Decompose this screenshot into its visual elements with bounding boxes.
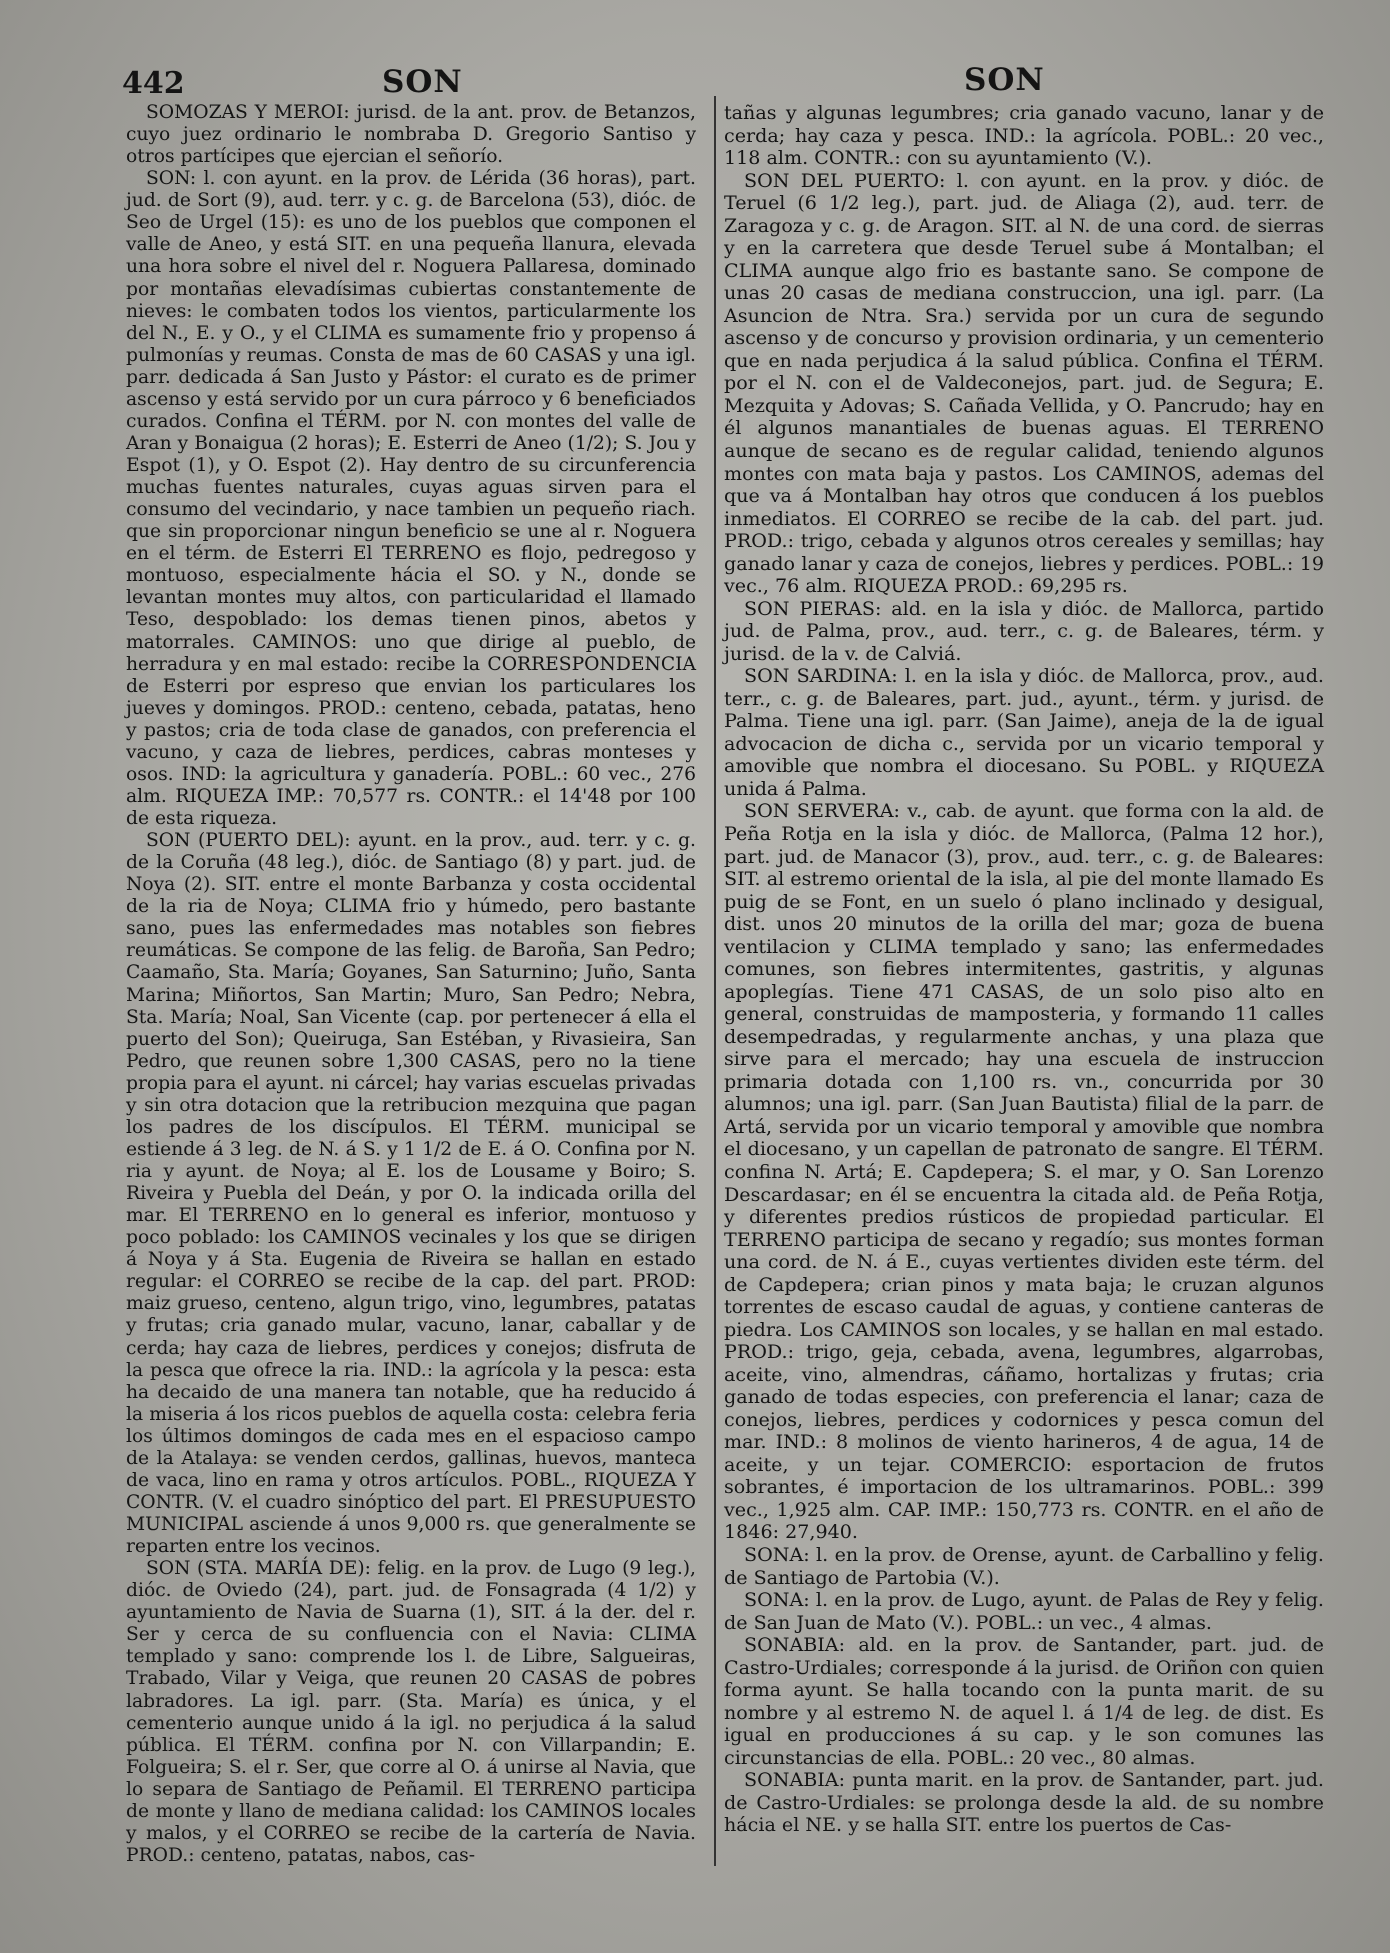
column-divider xyxy=(714,96,716,1866)
entry-text: (STA. MARÍA DE): felig. en la prov. de Lugo (9 leg.), dióc. de Oviedo (24), part. jud. de Fonsagrada (4 1/2) y ayuntamiento de Navia de Suarna (1), SIT. á la der. del r. Ser y cerca de su confluencia con el Navia: CLIMA templado y sano: comprende los l. de Libre, Salgueiras, Trabado, Vilar y Veiga, que reunen 20 CASAS de pobres labradores. La igl. parr. (Sta. María) es única, y el cementerio aunque unido á la igl. no perjudica á la salud pública. El TÉRM. confina por N. con Villarpandin; E. Folgueira; S. el r. Ser, que corre al O. á unirse al Navia, que lo separa de Santiago de Peñamil. El TERRENO participa de monte y llano de mediana calidad: los CAMINOS locales y malos, y el CORREO se recibe de la cartería de Navia. PROD.: centeno, patatas, nabos, cas- xyxy=(126,1558,696,1866)
dictionary-entry xyxy=(724,1544,1324,1589)
dictionary-entry xyxy=(724,665,1324,800)
dictionary-entry xyxy=(126,102,696,168)
entry-headword: SON DEL PUERTO xyxy=(744,168,939,192)
dictionary-entry xyxy=(724,102,1324,170)
left-column xyxy=(126,102,696,1867)
entry-text: : ald. en la prov. de Santander, part. jud. de Castro-Urdiales; corresponde á la jurisd. de Oriñon con quien forma ayunt. Se halla tocando con la punta marit. de su nombre y al estremo N. de aquel l. á 1/4 de leg. de dist. Es igual en producciones á su cap. y le son comunes las circunstancias de ella. POBL.: 20 vec., 80 almas. xyxy=(724,1633,1324,1769)
entry-text: : v., cab. de ayunt. que forma con la ald. de Peña Rotja en la isla y dióc. de Mallorca, (Palma 12 hor.), part. jud. de Manacor (3), prov., aud. terr., c. g. de Baleares: SIT. al estremo oriental de la isla, al pie del monte llamado Es puig de se Font, en un suelo ó plano inclinado y desigual, dist. unos 20 minutos de la orilla del mar; goza de buena ventilacion y CLIMA templado y sano; las enfermedades comunes, son fiebres intermitentes, gastritis, y algunas apoplegías. Tiene 471 CASAS, de un solo piso alto en general, construidas de mamposteria, y formando 11 calles desempedradas, y regularmente anchas, y una plaza que sirve para el mercado; hay una escuela de instruccion primaria dotada con 1,100 rs. vn., concurrida por 30 alumnos; una igl. parr. (San Juan Bautista) filial de la parr. de Artá, servida por un vicario temporal y amovible que nombra el diocesano, y un capellan de patronato de sangre. El TÉRM. confina N. Artá; E. Capdepera; S. el mar, y O. San Lorenzo Descardasar; en él se encuentra la citada ald. de Peña Rotja, y diferentes predios rústicos de propiedad particular. El TERRENO participa de secano y regadío; sus montes forman una cord. de N. á E., cuyas vertientes dividen este térm. del de Capdepera; crian pinos y mata baja; le cruzan algunos torrentes de escaso caudal de aguas, y contiene canteras de piedra. Los CAMINOS son locales, y se hallan en mal estado. PROD.: trigo, geja, cebada, avena, legumbres, algarrobas, aceite, vino, almendras, cáñamo, hortalizas y frutas; cria ganado de todas especies, con preferencia el lanar; caza de conejos, liebres, perdices y codornices y pesca comun del mar. IND.: 8 molinos de viento harineros, 4 de agua, 14 de aceite, y un tejar. COMERCIO: esportacion de frutos sobrantes, é importacion de los ultramarinos. POBL.: 399 vec., 1,925 alm. CAP. IMP.: 150,773 rs. CONTR. en el año de 1846: 27,940. xyxy=(724,799,1324,1544)
entry-text: : jurisd. de la ant. prov. de Betanzos, cuyo juez ordinario le nombraba D. Gregorio Santiso y otros partícipes que ejercian el señorío. xyxy=(126,102,696,168)
entry-headword: SON PIERAS xyxy=(744,596,875,620)
entry-text: tañas y algunas legumbres; cria ganado vacuno, lanar y de cerda; hay caza y pesca. IND.: la agrícola. POBL.: 20 vec., 118 alm. CONTR.: con su ayuntamiento (V.). xyxy=(724,101,1324,170)
running-head-left: SON xyxy=(382,64,463,100)
dictionary-entry xyxy=(126,1558,696,1867)
entry-text: : l. con ayunt. en la prov. de Lérida (36 horas), part. jud. de Sort (9), aud. terr. y c. g. de Barcelona (53), dióc. de Seo de Urgel (15): es uno de los pueblos que componen el valle de Aneo, y está SIT. en una pequeña llanura, elevada una hora sobre el nivel del r. Noguera Pallaresa, dominado por montañas elevadísimas cubiertas constantemente de nieves: le combaten todos los vientos, particularmente los del N., E. y O., y el CLIMA es sumamente frio y propenso á pulmonías y reumas. Consta de mas de 60 CASAS y una igl. parr. dedicada á San Justo y Pástor: el curato es de primer ascenso y está servido por un cura párroco y 6 beneficiados curados. Confina el TÉRM. por N. con montes del valle de Aran y Bonaigua (2 horas); E. Esterri de Aneo (1/2); S. Jou y Espot (1), y O. Espot (2). Hay dentro de su circunferencia muchas fuentes naturales, cuyas aguas sirven para el consumo del vecindario, y nace tambien un pequeño riach. que sin proporcionar ningun beneficio se une al r. Noguera en el térm. de Esterri El TERRENO es flojo, pedregoso y montuoso, especialmente hácia el SO. y N., donde se levantan montes muy altos, con particularidad el llamado Teso, despoblado: los demas tienen pinos, abetos y matorrales. CAMINOS: uno que dirige al pueblo, de herradura y en mal estado: recibe la CORRESPONDENCIA de Esterri por espreso que envian los particulares los jueves y domingos. PROD.: centeno, cebada, patatas, heno y pastos; cria de toda clase de ganados, con preferencia el vacuno, y caza de liebres, perdices, cabras monteses y osos. IND: la agricultura y ganadería. POBL.: 60 vec., 276 alm. RIQUEZA IMP.: 70,577 rs. CONTR.: el 14'48 por 100 de esta riqueza. xyxy=(126,168,696,829)
dictionary-entry xyxy=(724,1769,1324,1837)
entry-headword: SON xyxy=(146,830,191,852)
dictionary-entry xyxy=(126,168,696,830)
entry-text: : l. con ayunt. en la prov. y dióc. de Teruel (6 1/2 leg.), part. jud. de Aliaga (2), aud. terr. de Zaragoza y c. g. de Aragon. SIT. al N. de una cord. de sierras y en la carretera que desde Teruel sube á Montalban; el CLIMA aunque algo frio es bastante sano. Se compone de unas 20 casas de mediana construccion, una igl. parr. (La Asuncion de Ntra. Sra.) servida por un cura de segundo ascenso y de concurso y provision ordinaria, y un cementerio que en nada perjudica á la salud pública. Confina el TÉRM. por el N. con el de Valdeconejos, part. jud. de Segura; E. Mezquita y Adovas; S. Cañada Vellida, y O. Pancrudo; hay en él algunos manantiales de buenas aguas. El TERRENO aunque de secano es de regular calidad, teniendo algunos montes con mata baja y pastos. Los CAMINOS, ademas del que va á Montalban hay otros que conducen á los pueblos inmediatos. El CORREO se recibe de la cab. del part. jud. PROD.: trigo, cebada y algunos otros cereales y semillas; hay ganado lanar y caza de conejos, liebres y perdices. POBL.: 19 vec., 76 alm. RIQUEZA PROD.: 69,295 rs. xyxy=(724,168,1324,598)
entry-headword: SONA xyxy=(744,1543,804,1566)
entry-headword: SONA xyxy=(744,1588,804,1612)
right-column xyxy=(724,102,1324,1837)
dictionary-entry xyxy=(724,598,1324,666)
page-header xyxy=(0,62,1390,102)
entry-headword: SON xyxy=(146,168,190,190)
entry-text: (PUERTO DEL): ayunt. en la prov., aud. terr. y c. g. de la Coruña (48 leg.), dióc. de Santiago (8) y part. jud. de Noya (2). SIT. entre el monte Barbanza y costa occidental de la ria de Noya; CLIMA frio y húmedo, pero bastante sano, pues las enfermedades mas notables son fiebres reumáticas. Se compone de las felig. de Baroña, San Pedro; Caamaño, Sta. María; Goyanes, San Saturnino; Juño, Santa Marina; Miñortos, San Martin; Muro, San Pedro; Nebra, Sta. María; Noal, San Vicente (cap. por pertenecer á ella el puerto del Son); Queiruga, San Estéban, y Rivasieira, San Pedro, que reunen sobre 1,300 CASAS, pero no la tiene propia para el ayunt. ni cárcel; hay varias escuelas privadas y sin otra dotacion que la retribucion mezquina que pagan los padres de los discípulos. El TÉRM. municipal se estiende á 3 leg. de N. á S. y 1 1/2 de E. á O. Confina por N. ria y ayunt. de Noya; al E. los de Lousame y Boiro; S. Riveira y Puebla del Deán, y por O. la indicada orilla del mar. El TERRENO en lo general es inferior, montuoso y poco poblado: los CAMINOS vecinales y los que se dirigen á Noya y á Sta. Eugenia de Riveira se hallan en estado regular: el CORREO se recibe de la cap. del part. PROD: maiz grueso, centeno, algun trigo, vino, legumbres, patatas y frutas; cria ganado mular, vacuno, lanar, caballar y de cerda; hay caza de liebres, perdices y conejos; disfruta de la pesca que ofrece la ria. IND.: la agrícola y la pesca: esta ha decaido de una manera tan notable, que ha reducido á la miseria á los ricos pueblos de aquella costa: celebra feria los últimos domingos de cada mes en el espacioso campo de la Atalaya: se venden cerdos, gallinas, huevos, manteca de vaca, lino en rama y otros artículos. POBL., RIQUEZA Y CONTR. (V. el cuadro sinóptico del part. El PRESUPUESTO MUNICIPAL asciende á unos 9,000 rs. que generalmente se reparten entre los vecinos. xyxy=(126,830,696,1558)
dictionary-entry xyxy=(724,800,1324,1544)
dictionary-entry xyxy=(126,830,696,1558)
entry-text: : l. en la prov. de Lugo, ayunt. de Palas de Rey y felig. de San Juan de Mato (V.). POBL.: un vec., 4 almas. xyxy=(724,1588,1324,1634)
dictionary-entry xyxy=(724,1589,1324,1634)
entry-text: : punta marit. en la prov. de Santander, part. jud. de Castro-Urdiales: se prolonga desde la ald. de su nombre hácia el NE. y se halla SIT. entre los puertos de Cas- xyxy=(724,1768,1324,1837)
entry-headword: SON SERVERA xyxy=(744,799,894,823)
entry-headword: SONABIA xyxy=(744,1633,839,1657)
entry-text: : ald. en la isla y dióc. de Mallorca, partido jud. de Palma, prov., aud. terr., c. g. de Baleares, térm. y jurisd. de la v. de Calviá. xyxy=(724,596,1324,665)
entry-headword: SON SARDINA xyxy=(744,664,892,688)
dictionary-entry xyxy=(724,1634,1324,1769)
dictionary-entry xyxy=(724,170,1324,598)
entry-headword: SOMOZAS Y MEROI xyxy=(146,102,344,123)
page-number: 442 xyxy=(122,66,185,101)
entry-text: : l. en la isla y dióc. de Mallorca, prov., aud. terr., c. g. de Baleares, part. jud., ayunt., térm. y jurisd. de Palma. Tiene una igl. parr. (San Jaime), aneja de la de igual advocacion de dicha c., servida por un vicario temporal y amovible que nombra el diocesano. Su POBL. y RIQUEZA unida á Palma. xyxy=(724,664,1325,800)
entry-headword: SONABIA xyxy=(744,1768,839,1792)
entry-headword: SON xyxy=(146,1558,191,1580)
running-head-right: SON xyxy=(964,62,1045,98)
entry-text: : l. en la prov. de Orense, ayunt. de Carballino y felig. de Santiago de Partobia (V.). xyxy=(724,1543,1324,1589)
